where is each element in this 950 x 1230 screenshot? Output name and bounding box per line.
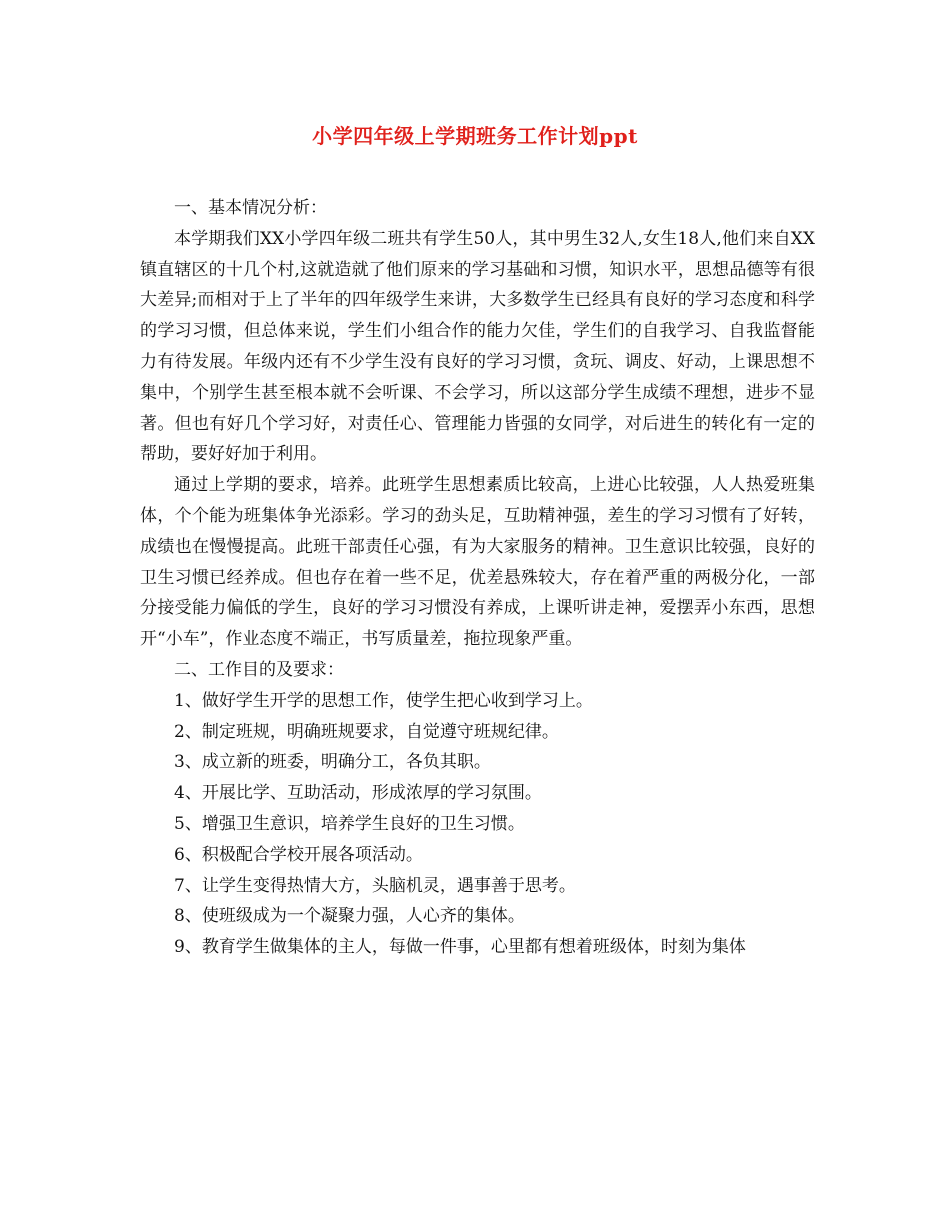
goal-item: 7、让学生变得热情大方，头脑机灵，遇事善于思考。 — [174, 875, 576, 896]
goal-item: 5、增强卫生意识，培养学生良好的卫生习惯。 — [174, 813, 525, 834]
goal-item: 6、积极配合学校开展各项活动。 — [174, 844, 423, 865]
goal-item: 1、做好学生开学的思想工作，使学生把心收到学习上。 — [174, 690, 593, 711]
paragraph-class-strengths-weaknesses: 通过上学期的要求，培养。此班学生思想素质比较高，上进心比较强，人人热爱班集体，个个能为班集体争光添彩。学习的劲头足，互助精神强，差生的学习习惯有了好转，成绩也在慢慢提高。此班干部责任心强，有为大家服务的精神。卫生意识比较强，良好的卫生习惯已经养成。但也存在着一些不足，优差悬殊较大，存在着严重的两极分化，一部分接受能力偏低的学生，良好的学习习惯没有养成，上课听讲走神，爱摆弄小东西，思想开“小车”，作业态度不端正，书写质量差，拖拉现象严重。 — [140, 475, 815, 650]
goal-item: 9、教育学生做集体的主人，每做一件事，心里都有想着班级体，时刻为集体 — [174, 937, 746, 958]
document-body — [140, 193, 815, 963]
goal-item: 8、使班级成为一个凝聚力强，人心齐的集体。 — [174, 906, 525, 927]
goal-item: 3、成立新的班委，明确分工，各负其职。 — [174, 752, 491, 773]
goal-item: 2、制定班规，明确班规要求，自觉遵守班规纪律。 — [174, 721, 559, 742]
section-heading-basic-analysis: 一、基本情况分析： — [174, 198, 327, 218]
paragraph-class-overview: 本学期我们XX小学四年级二班共有学生50人，其中男生32人,女生18人,他们来自XX镇直辖区的十几个村,这就造就了他们原来的学习基础和习惯，知识水平，思想品德等有很大差异;而相对于上了半年的四年级学生来讲，大多数学生已经具有良好的学习态度和科学的学习习惯，但总体来说，学生们小组合作的能力欠佳，学生们的自我学习、自我监督能力有待发展。年级内还有不少学生没有良好的学习习惯，贪玩、调皮、好动，上课思想不集中，个别学生甚至根本就不会听课、不会学习，所以这部分学生成绩不理想，进步不显著。但也有好几个学习好，对责任心、管理能力皆强的女同学，对后进生的转化有一定的帮助，要好好加于利用。 — [140, 228, 815, 465]
goal-item: 4、开展比学、互助活动，形成浓厚的学习氛围。 — [174, 783, 542, 804]
section-heading-goals: 二、工作目的及要求： — [174, 659, 344, 680]
document-title: 小学四年级上学期班务工作计划ppt — [312, 124, 638, 148]
